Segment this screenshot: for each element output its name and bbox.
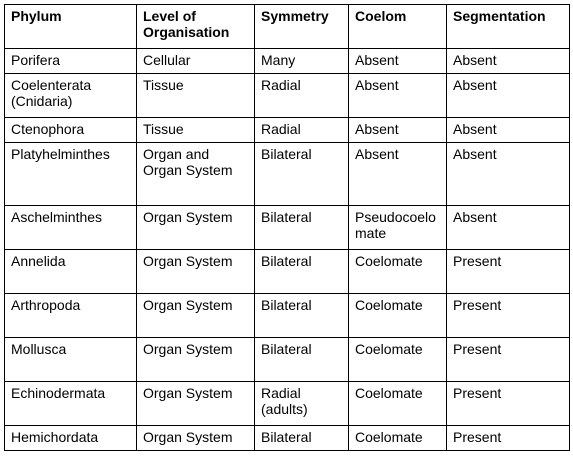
cell-phylum: Coelenterata (Cnidaria) [5, 74, 137, 118]
table-row [5, 74, 570, 118]
table-row [5, 294, 570, 338]
header-coelom: Coelom [349, 5, 447, 49]
cell-coelom: Coelomate [349, 250, 447, 294]
cell-symmetry: Many [255, 49, 349, 74]
cell-coelom: Coelomate [349, 294, 447, 338]
cell-symmetry: Bilateral [255, 338, 349, 382]
cell-level: Organ System [137, 426, 255, 451]
header-symmetry: Symmetry [255, 5, 349, 49]
cell-level: Organ System [137, 250, 255, 294]
table-row [5, 143, 570, 206]
cell-level: Organ System [137, 206, 255, 250]
cell-coelom: Absent [349, 118, 447, 143]
table-row [5, 118, 570, 143]
table-row [5, 206, 570, 250]
cell-symmetry: Radial [255, 74, 349, 118]
cell-level: Organ System [137, 294, 255, 338]
cell-phylum: Annelida [5, 250, 137, 294]
cell-level: Organ System [137, 382, 255, 426]
cell-symmetry: Bilateral [255, 143, 349, 206]
cell-segmentation: Present [447, 426, 570, 451]
cell-coelom: Absent [349, 143, 447, 206]
cell-segmentation: Present [447, 250, 570, 294]
cell-segmentation: Absent [447, 206, 570, 250]
cell-level: Tissue [137, 74, 255, 118]
cell-phylum: Porifera [5, 49, 137, 74]
cell-segmentation: Absent [447, 74, 570, 118]
header-phylum: Phylum [5, 5, 137, 49]
cell-coelom: Coelomate [349, 382, 447, 426]
cell-symmetry: Radial [255, 118, 349, 143]
table-row [5, 426, 570, 451]
cell-level: Cellular [137, 49, 255, 74]
table-row [5, 338, 570, 382]
cell-segmentation: Present [447, 382, 570, 426]
cell-level: Organ System [137, 338, 255, 382]
table-header-row [5, 5, 570, 49]
cell-symmetry: Bilateral [255, 206, 349, 250]
cell-phylum: Echinodermata [5, 382, 137, 426]
cell-phylum: Hemichordata [5, 426, 137, 451]
table-row [5, 250, 570, 294]
cell-phylum: Aschelminthes [5, 206, 137, 250]
table-row [5, 382, 570, 426]
table-row [5, 49, 570, 74]
cell-segmentation: Present [447, 294, 570, 338]
cell-symmetry: Bilateral [255, 250, 349, 294]
cell-segmentation: Absent [447, 118, 570, 143]
header-level-of-organisation: Level of Organisation [137, 5, 255, 49]
cell-phylum: Ctenophora [5, 118, 137, 143]
cell-symmetry: Bilateral [255, 426, 349, 451]
phylum-classification-table [4, 4, 570, 451]
cell-symmetry: Bilateral [255, 294, 349, 338]
cell-coelom: Coelomate [349, 426, 447, 451]
cell-segmentation: Present [447, 338, 570, 382]
cell-phylum: Mollusca [5, 338, 137, 382]
cell-symmetry: Radial (adults) [255, 382, 349, 426]
header-segmentation: Segmentation [447, 5, 570, 49]
cell-level: Tissue [137, 118, 255, 143]
cell-coelom: Pseudocoelomate [349, 206, 447, 250]
cell-coelom: Coelomate [349, 338, 447, 382]
cell-segmentation: Absent [447, 49, 570, 74]
cell-coelom: Absent [349, 74, 447, 118]
cell-coelom: Absent [349, 49, 447, 74]
cell-segmentation: Absent [447, 143, 570, 206]
cell-level: Organ and Organ System [137, 143, 255, 206]
cell-phylum: Arthropoda [5, 294, 137, 338]
cell-phylum: Platyhelminthes [5, 143, 137, 206]
